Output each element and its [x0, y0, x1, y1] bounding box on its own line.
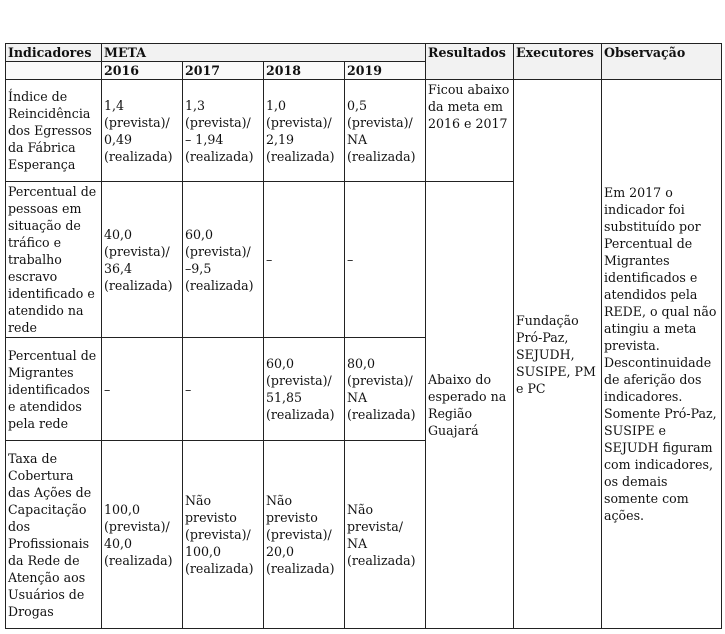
- header-year-2018: 2018: [264, 62, 345, 80]
- value-2016: –: [102, 338, 183, 441]
- indicator-cell: Taxa de Cobertura das Ações de Capacitação dos Profissionais da Rede de Atenção aos Usuários de Drogas: [6, 441, 102, 629]
- value-2018: 60,0 (prevista)/ 51,85 (realizada): [264, 338, 345, 441]
- header-meta: META: [102, 44, 426, 62]
- value-2016: 100,0 (prevista)/ 40,0 (realizada): [102, 441, 183, 629]
- header-year-2017: 2017: [183, 62, 264, 80]
- indicator-cell: Índice de Reincidência dos Egressos da Fábrica Esperança: [6, 80, 102, 182]
- value-2017: Não previsto (prevista)/ 100,0 (realizada): [183, 441, 264, 629]
- value-2019: Não prevista/ NA (realizada): [345, 441, 426, 629]
- header-year-2016: 2016: [102, 62, 183, 80]
- value-2017: 1,3 (prevista)/ – 1,94 (realizada): [183, 80, 264, 182]
- header-resultados: Resultados: [426, 44, 514, 80]
- value-2018: 1,0 (prevista)/ 2,19 (realizada): [264, 80, 345, 182]
- value-2017: 60,0 (prevista)/ –9,5 (realizada): [183, 182, 264, 338]
- value-2016: 40,0 (prevista)/ 36,4 (realizada): [102, 182, 183, 338]
- executores-cell: Fundação Pró-Paz, SEJUDH, SUSIPE, PM e PC: [514, 80, 602, 629]
- header-executores: Executores: [514, 44, 602, 80]
- value-2019: 80,0 (prevista)/ NA (realizada): [345, 338, 426, 441]
- header-empty: [6, 62, 102, 80]
- header-year-2019: 2019: [345, 62, 426, 80]
- value-2019: 0,5 (prevista)/ NA (realizada): [345, 80, 426, 182]
- table-row: [6, 80, 722, 182]
- header-row: [6, 44, 722, 62]
- header-observacao: Observação: [602, 44, 722, 80]
- header-indicadores: Indicadores: [6, 44, 102, 62]
- observacao-cell: Em 2017 o indicador foi substituído por Percentual de Migrantes identificados e atendidos pela REDE, o qual não atingiu a meta prevista. Descontinuidade de aferição dos indicadores. Somente Pró-Paz, SUSIPE e SEJUDH figuram com indicadores, os demais somente com ações.: [602, 80, 722, 629]
- value-2019: –: [345, 182, 426, 338]
- resultados-top: Ficou abaixo da meta em 2016 e 2017: [426, 80, 514, 182]
- value-2017: –: [183, 338, 264, 441]
- value-2018: Não previsto (prevista)/ 20,0 (realizada): [264, 441, 345, 629]
- resultados-bottom: Abaixo do esperado na Região Guajará: [426, 182, 514, 629]
- value-2016: 1,4 (prevista)/ 0,49 (realizada): [102, 80, 183, 182]
- indicator-cell: Percentual de Migrantes identificados e atendidos pela rede: [6, 338, 102, 441]
- indicator-cell: Percentual de pessoas em situação de tráfico e trabalho escravo identificado e atendido na rede: [6, 182, 102, 338]
- value-2018: –: [264, 182, 345, 338]
- indicators-table: [5, 43, 722, 629]
